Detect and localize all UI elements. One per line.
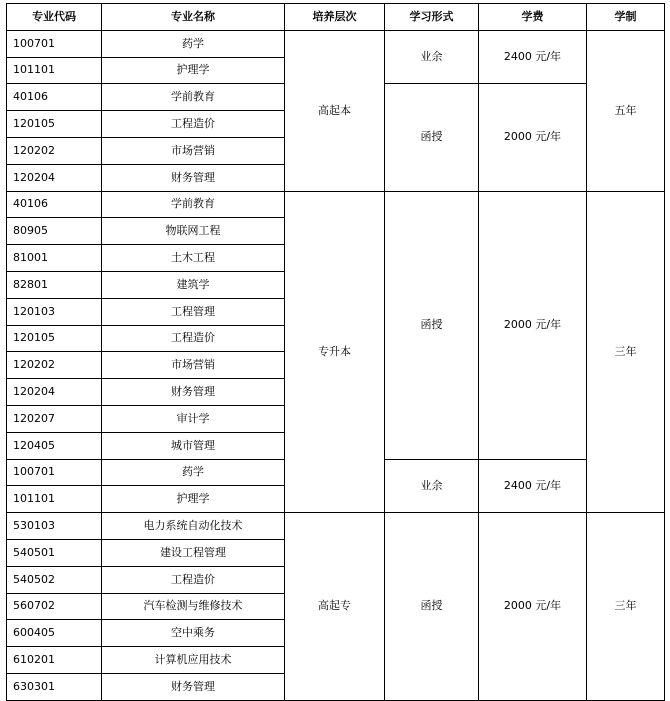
major-name: 市场营销	[102, 137, 285, 164]
major-code: 120204	[7, 164, 102, 191]
major-code: 81001	[7, 245, 102, 272]
major-name: 财务管理	[102, 673, 285, 700]
major-code: 120202	[7, 352, 102, 379]
major-name: 财务管理	[102, 379, 285, 406]
level-cell: 高起专	[285, 513, 385, 701]
major-name: 护理学	[102, 57, 285, 84]
table-header-row	[7, 4, 665, 31]
header-duration: 学制	[587, 4, 665, 31]
major-code: 120103	[7, 298, 102, 325]
duration-cell: 三年	[587, 513, 665, 701]
major-name: 城市管理	[102, 432, 285, 459]
major-name: 建筑学	[102, 271, 285, 298]
major-name: 学前教育	[102, 84, 285, 111]
study-form-cell: 函授	[385, 84, 479, 191]
table-row	[7, 191, 665, 218]
major-code: 630301	[7, 673, 102, 700]
major-code: 100701	[7, 459, 102, 486]
major-code: 600405	[7, 620, 102, 647]
major-code: 40106	[7, 191, 102, 218]
table-row	[7, 513, 665, 540]
major-name: 工程管理	[102, 298, 285, 325]
header-tuition: 学费	[479, 4, 587, 31]
duration-cell: 五年	[587, 30, 665, 191]
major-name: 学前教育	[102, 191, 285, 218]
major-code: 120105	[7, 111, 102, 138]
major-code: 610201	[7, 647, 102, 674]
program-table-wrapper	[6, 3, 665, 701]
major-name: 物联网工程	[102, 218, 285, 245]
major-code: 101101	[7, 486, 102, 513]
tuition-cell: 2000 元/年	[479, 513, 587, 701]
level-cell: 高起本	[285, 30, 385, 191]
major-name: 药学	[102, 30, 285, 57]
major-code: 530103	[7, 513, 102, 540]
major-code: 40106	[7, 84, 102, 111]
duration-cell: 三年	[587, 191, 665, 513]
major-name: 工程造价	[102, 111, 285, 138]
header-major-name: 专业名称	[102, 4, 285, 31]
table-row	[7, 30, 665, 57]
major-code: 80905	[7, 218, 102, 245]
level-cell: 专升本	[285, 191, 385, 513]
major-name: 护理学	[102, 486, 285, 513]
header-level: 培养层次	[285, 4, 385, 31]
major-name: 空中乘务	[102, 620, 285, 647]
major-name: 土木工程	[102, 245, 285, 272]
major-code: 101101	[7, 57, 102, 84]
header-study-form: 学习形式	[385, 4, 479, 31]
major-name: 工程造价	[102, 566, 285, 593]
study-form-cell: 函授	[385, 191, 479, 459]
header-major-code: 专业代码	[7, 4, 102, 31]
study-form-cell: 业余	[385, 459, 479, 513]
major-name: 审计学	[102, 405, 285, 432]
major-code: 82801	[7, 271, 102, 298]
major-name: 建设工程管理	[102, 539, 285, 566]
major-name: 电力系统自动化技术	[102, 513, 285, 540]
major-code: 120204	[7, 379, 102, 406]
major-name: 市场营销	[102, 352, 285, 379]
study-form-cell: 函授	[385, 513, 479, 701]
major-code: 120405	[7, 432, 102, 459]
major-name: 计算机应用技术	[102, 647, 285, 674]
major-name: 工程造价	[102, 325, 285, 352]
major-code: 540501	[7, 539, 102, 566]
major-code: 120207	[7, 405, 102, 432]
major-name: 财务管理	[102, 164, 285, 191]
major-code: 120202	[7, 137, 102, 164]
tuition-cell: 2400 元/年	[479, 459, 587, 513]
program-table	[6, 3, 665, 701]
major-code: 540502	[7, 566, 102, 593]
tuition-cell: 2000 元/年	[479, 191, 587, 459]
major-code: 100701	[7, 30, 102, 57]
major-code: 120105	[7, 325, 102, 352]
major-name: 药学	[102, 459, 285, 486]
major-code: 560702	[7, 593, 102, 620]
tuition-cell: 2000 元/年	[479, 84, 587, 191]
major-name: 汽车检测与维修技术	[102, 593, 285, 620]
study-form-cell: 业余	[385, 30, 479, 84]
tuition-cell: 2400 元/年	[479, 30, 587, 84]
